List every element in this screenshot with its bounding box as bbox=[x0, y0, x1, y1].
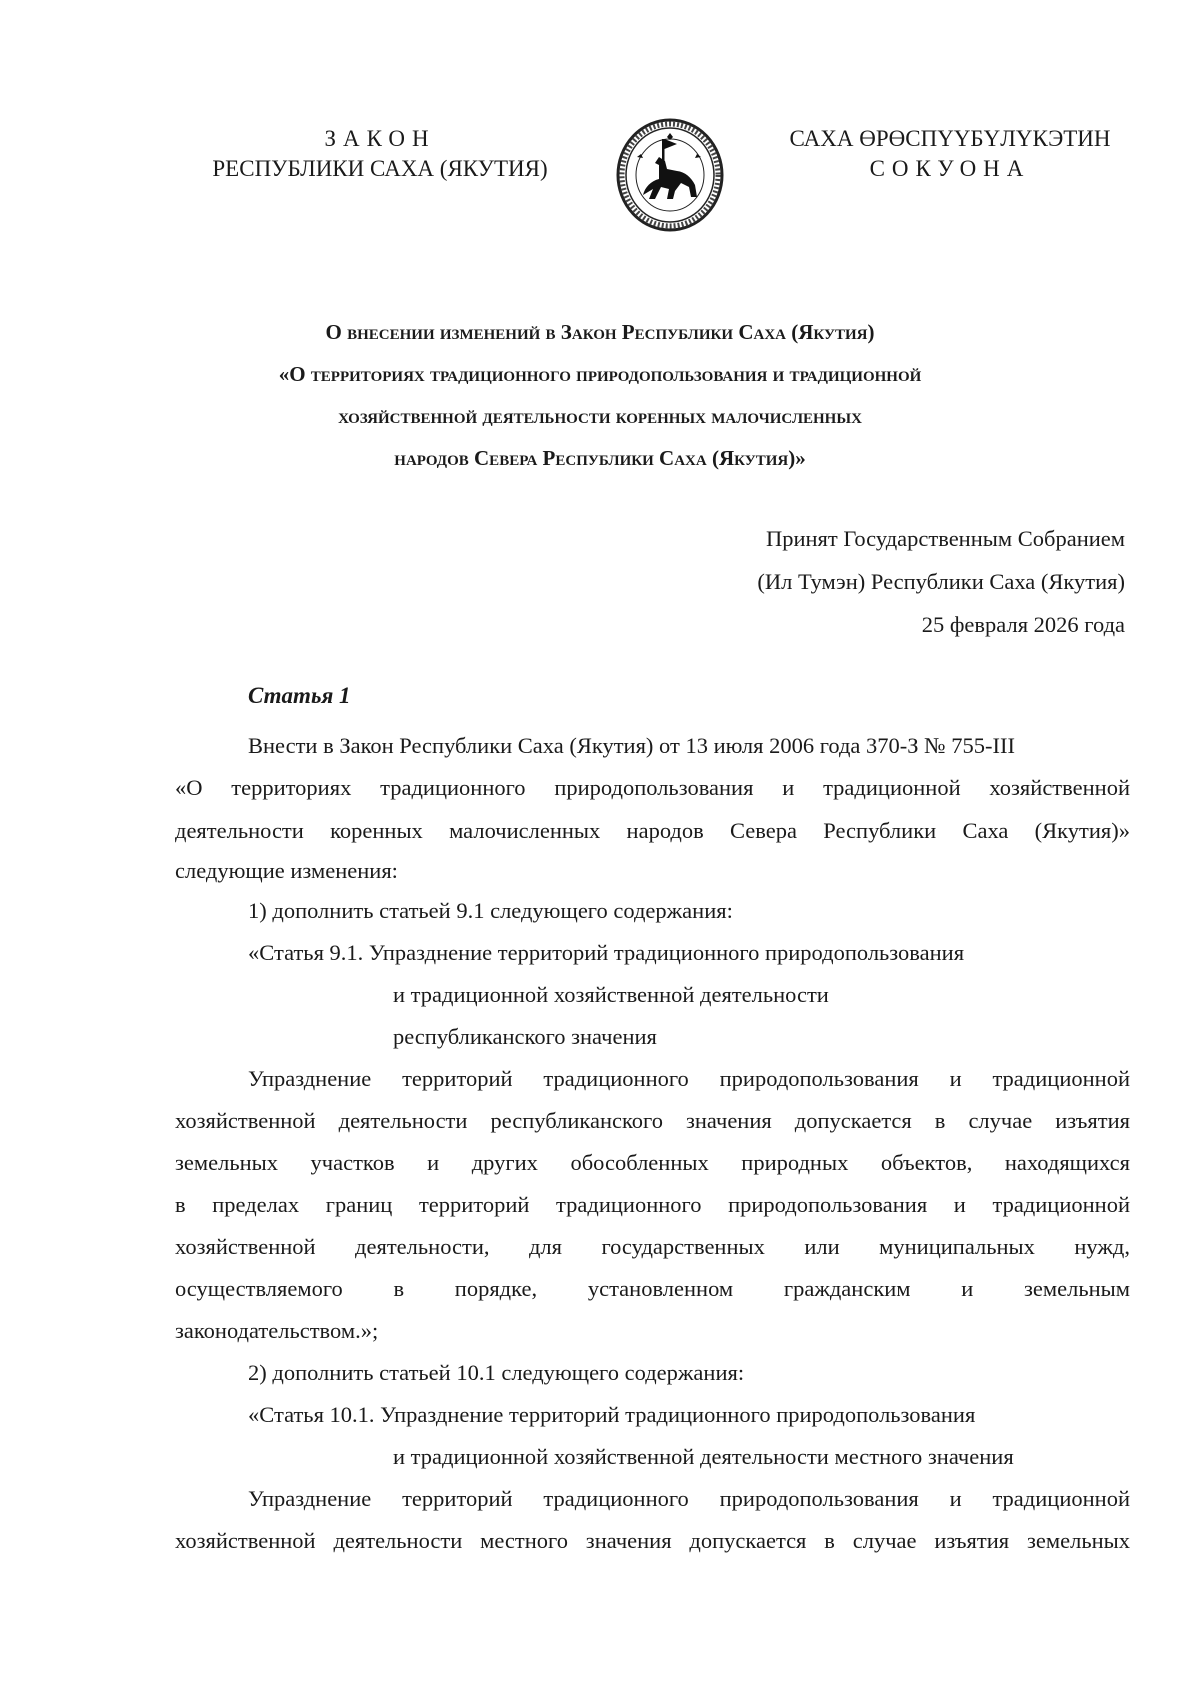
adoption-block bbox=[660, 517, 1125, 646]
header-left bbox=[205, 124, 555, 184]
body-line: следующие изменения: bbox=[175, 858, 398, 883]
body-line: и традиционной хозяйственной деятельности местного значения bbox=[393, 1444, 1014, 1469]
body-line: хозяйственной деятельности, для государственных или муниципальных нужд, bbox=[175, 1234, 1130, 1259]
adoption-date: 25 февраля 2026 года bbox=[921, 612, 1125, 637]
body-line: 2) дополнить статьей 10.1 следующего содержания: bbox=[248, 1360, 745, 1385]
header-right bbox=[765, 124, 1135, 184]
title-line-1: О внесении изменений в Закон Республики Саха (Якутия) bbox=[325, 320, 875, 344]
title-line-4: народов Севера Республики Саха (Якутия)» bbox=[394, 446, 806, 470]
header-yakut-law-word: СОКУОНА bbox=[869, 156, 1031, 181]
header-republic-name: РЕСПУБЛИКИ САХА (ЯКУТИЯ) bbox=[212, 156, 548, 181]
body-line: хозяйственной деятельности республиканского значения допускается в случае изъятия bbox=[175, 1108, 1130, 1133]
body-line: деятельности коренных малочисленных народов Севера Республики Саха (Якутия)» bbox=[175, 818, 1130, 843]
header-yakut-republic: САХА ӨРӨСПҮҮБҮЛҮКЭТИН bbox=[789, 126, 1111, 151]
body-line: «О территориях традиционного природопользования и традиционной хозяйственной bbox=[175, 775, 1130, 800]
document-title bbox=[160, 311, 1040, 479]
body-line: и традиционной хозяйственной деятельности bbox=[393, 982, 829, 1007]
body-line: «Статья 10.1. Упразднение территорий традиционного природопользования bbox=[248, 1402, 976, 1427]
body-line: Внести в Закон Республики Саха (Якутия) от 13 июля 2006 года 370-З № 755-III bbox=[248, 733, 1015, 758]
title-line-3: хозяйственной деятельности коренных малочисленных bbox=[338, 404, 862, 428]
body-line: «Статья 9.1. Упразднение территорий традиционного природопользования bbox=[248, 940, 965, 965]
body-line: Упразднение территорий традиционного природопользования и традиционной bbox=[248, 1486, 1130, 1511]
body-line: республиканского значения bbox=[393, 1024, 657, 1049]
coat-of-arms-emblem-icon bbox=[615, 117, 725, 233]
body-line: в пределах границ территорий традиционного природопользования и традиционной bbox=[175, 1192, 1130, 1217]
body-line: хозяйственной деятельности местного значения допускается в случае изъятия земельных bbox=[175, 1528, 1130, 1553]
body-line: земельных участков и других обособленных природных объектов, находящихся bbox=[175, 1150, 1130, 1175]
body-line: Упразднение территорий традиционного природопользования и традиционной bbox=[248, 1066, 1130, 1091]
title-line-2: «О территориях традиционного природопользования и традиционной bbox=[278, 362, 922, 386]
adoption-line-2: (Ил Тумэн) Республики Саха (Якутия) bbox=[757, 569, 1125, 594]
adoption-line-1: Принят Государственным Собранием bbox=[765, 526, 1125, 551]
header-law-word: ЗАКОН bbox=[324, 126, 436, 151]
article-heading: Статья 1 bbox=[248, 683, 351, 708]
body-line: осуществляемого в порядке, установленном гражданским и земельным bbox=[175, 1276, 1130, 1301]
body-line: законодательством.»; bbox=[175, 1318, 379, 1343]
body-line: 1) дополнить статьей 9.1 следующего содержания: bbox=[248, 898, 733, 923]
